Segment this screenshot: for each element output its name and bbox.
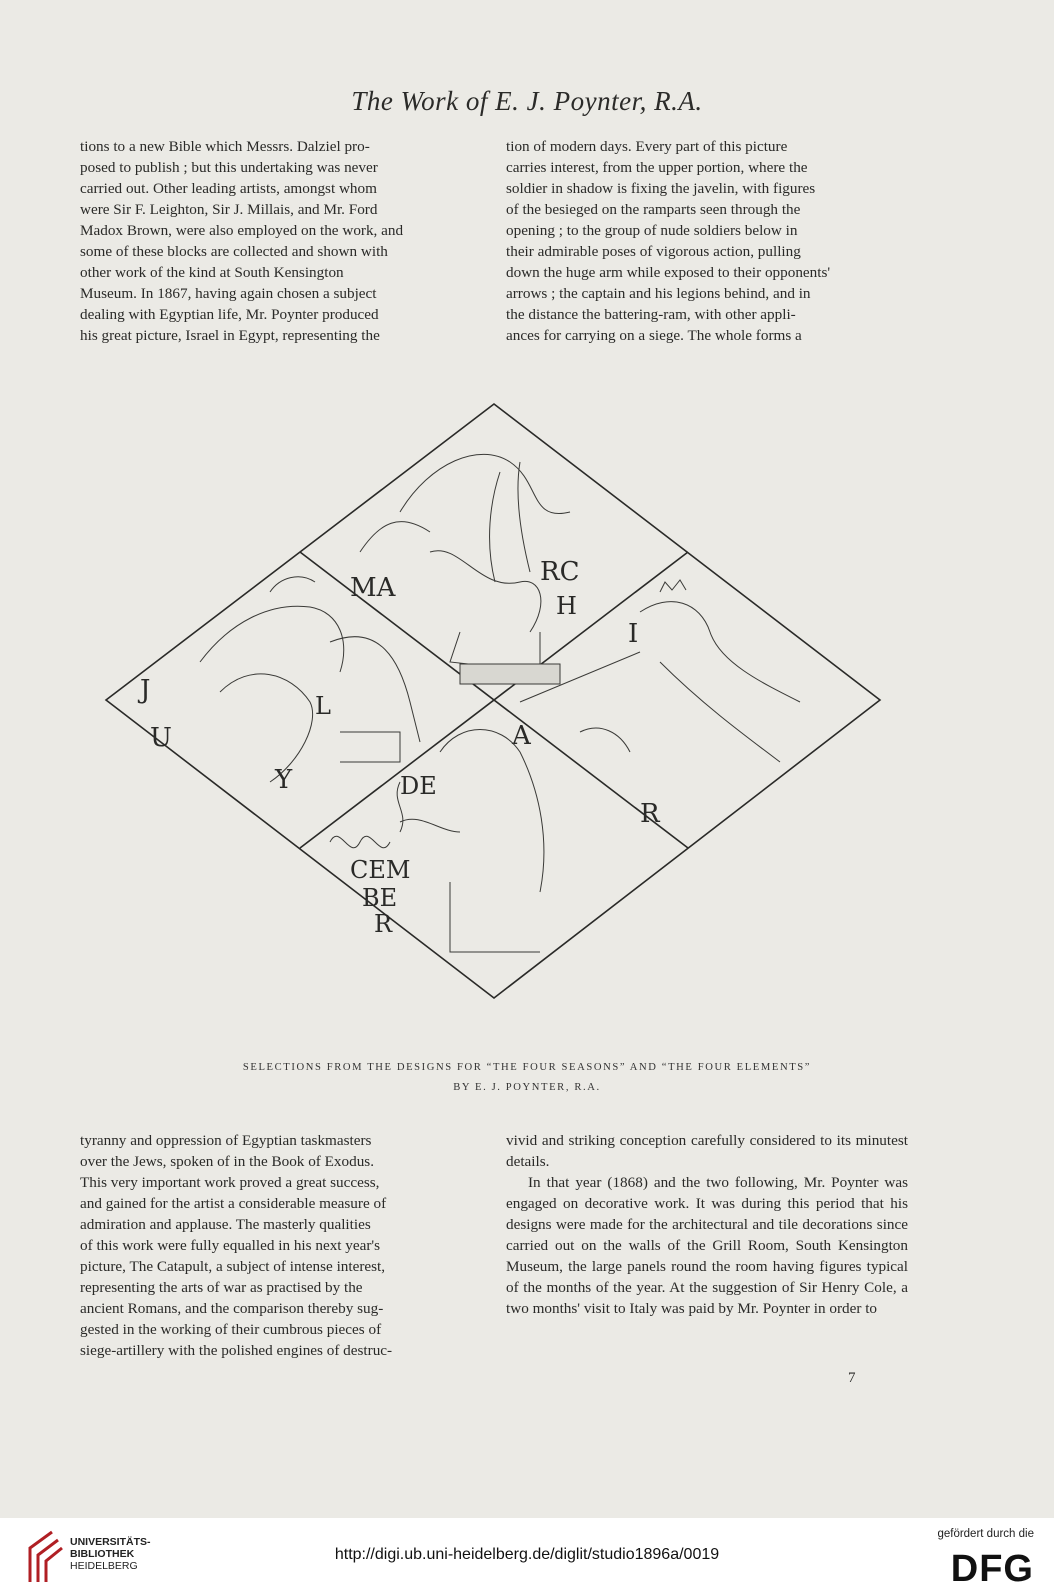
text-line: his great picture, Israel in Egypt, representing the — [80, 327, 380, 344]
lettering-march-2: RC — [540, 557, 580, 587]
text-line: some of these blocks are collected and shown with — [80, 243, 388, 260]
text-line: gested in the working of their cumbrous pieces of — [80, 1321, 382, 1338]
dfg-logo: DFG — [950, 1548, 1034, 1590]
lettering-july-2: U — [150, 723, 172, 753]
text-line: Museum. In 1867, having again chosen a subject — [80, 285, 377, 302]
text-line: representing the arts of war as practised by the — [80, 1279, 363, 1296]
text-line: tion of modern days. Every part of this picture — [506, 138, 788, 155]
text-line: siege-artillery with the polished engines of destruc- — [80, 1342, 393, 1359]
text-line: over the Jews, spoken of in the Book of Exodus. — [80, 1153, 375, 1170]
lettering-air-3: R — [640, 799, 660, 829]
text-line: picture, The Catapult, a subject of intense interest, — [80, 1258, 386, 1275]
lettering-march-3: H — [556, 592, 577, 620]
bottom-right-column — [506, 1130, 908, 1319]
panel-july — [200, 577, 420, 782]
panel-december — [330, 730, 544, 953]
text-line: and gained for the artist a considerable measure of — [80, 1195, 387, 1212]
text-line: ances for carrying on a siege. The whole forms a — [506, 327, 802, 344]
text-line: of the besieged on the ramparts seen through the — [506, 201, 801, 218]
text-line: Madox Brown, were also employed on the work, and — [80, 222, 404, 239]
text-line: were Sir F. Leighton, Sir J. Millais, and Mr. Ford — [80, 201, 378, 218]
lettering-december-3: BE — [362, 884, 398, 912]
text-line: down the huge arm while exposed to their opponents' — [506, 264, 831, 281]
lettering-july-4: Y — [275, 765, 293, 795]
text-line: soldier in shadow is fixing the javelin, with figures — [506, 180, 816, 197]
text-line: ancient Romans, and the comparison thereby sug- — [80, 1300, 384, 1317]
running-header: The Work of E. J. Poynter, R.A. — [351, 86, 703, 116]
lettering-july-3: L — [315, 692, 331, 720]
text-line: tions to a new Bible which Messrs. Dalziel pro- — [80, 138, 370, 155]
text-line: carries interest, from the upper portion, where the — [506, 159, 808, 176]
text-line: carried out. Other leading artists, amongst whom — [80, 180, 377, 197]
lettering-december-1: DE — [400, 772, 437, 800]
text-line: their admirable poses of vigorous action, pulling — [506, 243, 801, 260]
top-left-column — [80, 136, 482, 346]
lettering-december-2: CEM — [350, 856, 411, 884]
lettering-march-1: MA — [350, 573, 396, 603]
text-line: admiration and applause. The masterly qualities — [80, 1216, 371, 1233]
source-url-link[interactable]: http://digi.ub.uni-heidelberg.de/diglit/studio1896a/0019 — [334, 1546, 720, 1563]
page-number: 7 — [848, 1370, 856, 1386]
lettering-december-4: R — [374, 910, 393, 938]
lettering-air-1: A — [512, 721, 531, 751]
text-line: arrows ; the captain and his legions behind, and in — [506, 285, 811, 302]
figure-caption-credit: BY E. J. POYNTER, R.A. — [453, 1082, 601, 1093]
text-line: This very important work proved a great success, — [80, 1174, 380, 1191]
text-line: opening ; to the group of nude soldiers below in — [506, 222, 798, 239]
top-right-column — [506, 136, 908, 346]
library-name: UNIVERSITÄTS- BIBLIOTHEK HEIDELBERG — [70, 1536, 151, 1572]
panel-march — [360, 454, 570, 684]
text-line: dealing with Egyptian life, Mr. Poynter produced — [80, 306, 379, 323]
four-seasons-illustration — [100, 402, 900, 1022]
digitization-footer — [0, 1518, 1054, 1595]
funded-by-label: gefördert durch die — [937, 1528, 1034, 1540]
lettering-air-2: I — [628, 619, 639, 649]
text-line: posed to publish ; but this undertaking was never — [80, 159, 378, 176]
lettering-july-1: J — [140, 675, 151, 705]
paragraph: In that year (1868) and the two following, Mr. Poynter was engaged on decorative work. It was during this period that his designs were made for the architectural and tile decorations since carried out on the walls of the Grill Room, South Kensington Museum, the large panels round the room having figures typical of the months of the year. At the suggestion of Sir Henry Cole, a two months' visit to Italy was paid by Mr. Poynter in order to — [506, 1174, 908, 1317]
text-line: of this work were fully equalled in his next year's — [80, 1237, 381, 1254]
text-line: other work of the kind at South Kensington — [80, 264, 344, 281]
text-line: the distance the battering-ram, with other appli- — [506, 306, 796, 323]
text-line: tyranny and oppression of Egyptian taskmasters — [80, 1132, 372, 1149]
figure-caption: SELECTIONS FROM THE DESIGNS FOR “THE FOUR SEASONS” AND “THE FOUR ELEMENTS” — [242, 1062, 812, 1073]
bottom-left-column — [80, 1130, 482, 1361]
paragraph: vivid and striking conception carefully considered to its minutest details. — [506, 1132, 908, 1170]
